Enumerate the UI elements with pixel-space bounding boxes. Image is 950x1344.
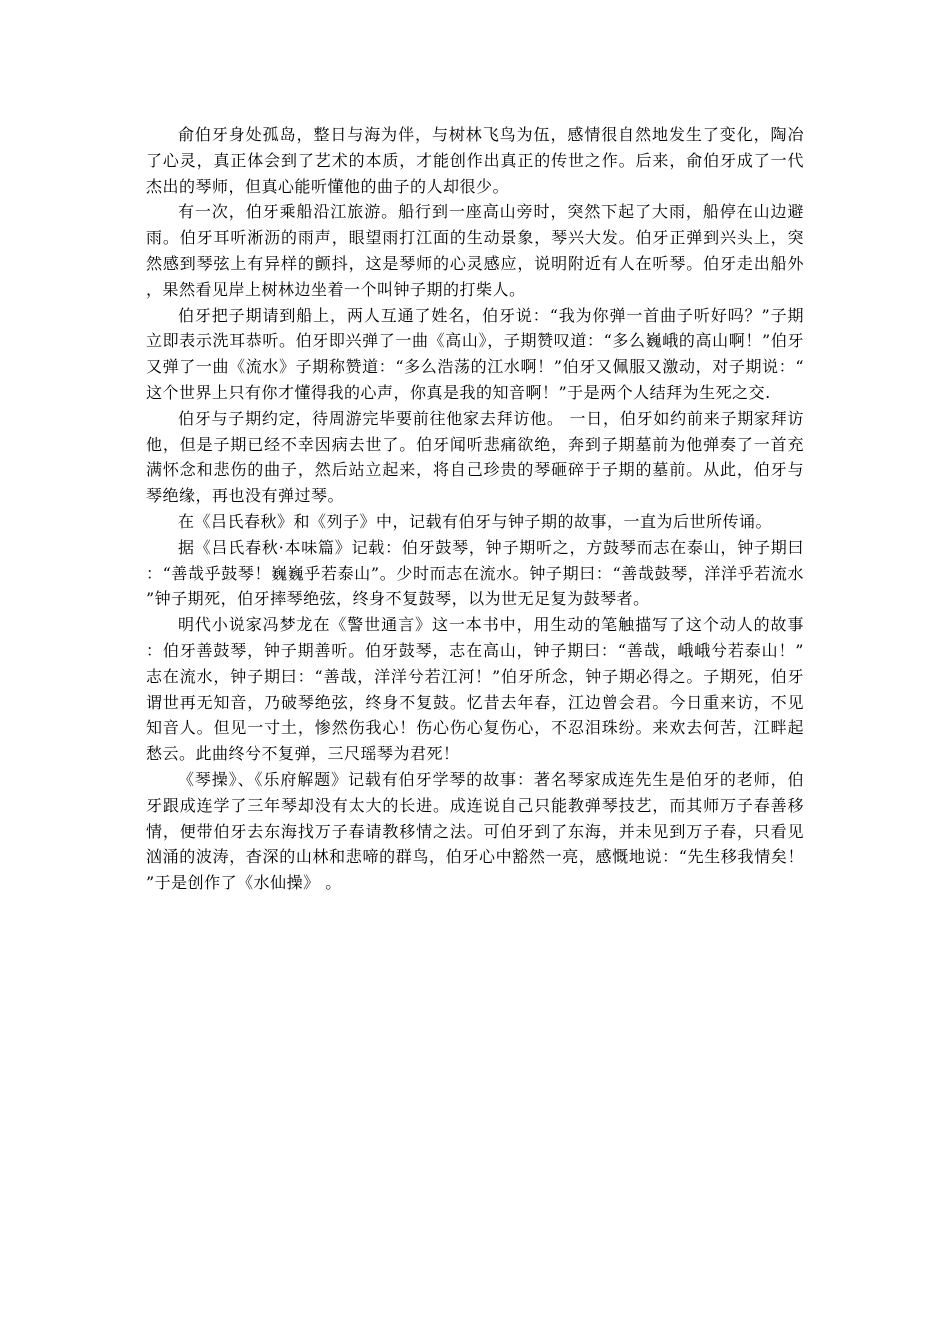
paragraph-7: 明代小说家冯梦龙在《警世通言》这一本书中，用生动的笔触描写了这个动人的故事：伯牙善鼓琴，钟子期善听。伯牙鼓琴，志在高山，钟子期曰：“善哉，峨峨兮若泰山！”志在流水，钟子期曰：“善哉，洋洋兮若江河！”伯牙所念，钟子期必得之。子期死，伯牙谓世再无知音，乃破琴绝弦，终身不复鼓。忆昔去年春，江边曾会君。今日重来访，不见知音人。但见一寸土，惨然伤我心！伤心伤心复伤心，不忍泪珠纷。来欢去何苦，江畔起愁云。此曲终兮不复弹，三尺瑶琴为君死！ [146, 615, 804, 764]
paragraph-4: 伯牙与子期约定，待周游完毕要前往他家去拜访他。 一日，伯牙如约前来子期家拜访他，但是子期已经不幸因病去世了。伯牙闻听悲痛欲绝，奔到子期墓前为他弹奏了一首充满怀念和悲伤的曲子，然后站立起来，将自己珍贵的琴砸碎于子期的墓前。从此，伯牙与琴绝缘，再也没有弹过琴。 [146, 408, 804, 506]
paragraph-1: 俞伯牙身处孤岛，整日与海为伴，与树林飞鸟为伍，感情很自然地发生了变化，陶冶了心灵，真正体会到了艺术的本质，才能创作出真正的传世之作。后来，俞伯牙成了一代杰出的琴师，但真心能听懂他的曲子的人却很少。 [146, 125, 804, 196]
paragraph-8: 《琴操》、《乐府解题》记载有伯牙学琴的故事：著名琴家成连先生是伯牙的老师，伯牙跟成连学了三年琴却没有太大的长进。成连说自己只能教弹琴技艺，而其师万子春善移情，便带伯牙去东海找万子春请教移情之法。可伯牙到了东海，并未见到万子春，只看见汹涌的波涛，杳深的山林和悲啼的群鸟，伯牙心中豁然一亮，感慨地说：“先生移我情矣！”于是创作了《水仙操》 。 [146, 769, 804, 893]
paragraph-2: 有一次，伯牙乘船沿江旅游。船行到一座高山旁时，突然下起了大雨，船停在山边避雨。伯牙耳听淅沥的雨声，眼望雨打江面的生动景象，琴兴大发。伯牙正弹到兴头上，突然感到琴弦上有异样的颤抖，这是琴师的心灵感应，说明附近有人在听琴。伯牙走出船外，果然看见岸上树林边坐着一个叫钟子期的打柴人。 [146, 202, 804, 299]
article-body [146, 122, 804, 896]
paragraph-6: 据《吕氏春秋·本味篇》记载：伯牙鼓琴，钟子期听之，方鼓琴而志在泰山，钟子期曰：“善哉乎鼓琴！巍巍乎若泰山”。少时而志在流水。钟子期曰：“善哉鼓琴，洋洋乎若流水”钟子期死，伯牙摔琴绝弦，终身不复鼓琴，以为世无足复为鼓琴者。 [146, 537, 804, 609]
paragraph-5: 在《吕氏春秋》和《列子》中，记载有伯牙与钟子期的故事，一直为后世所传诵。 [178, 511, 773, 531]
paragraph-3: 伯牙把子期请到船上，两人互通了姓名，伯牙说：“我为你弹一首曲子听好吗？”子期立即表示洗耳恭听。伯牙即兴弹了一曲《高山》，子期赞叹道：“多么巍峨的高山啊！”伯牙又弹了一曲《流水》子期称赞道：“多么浩荡的江水啊！”伯牙又佩服又激动，对子期说：“这个世界上只有你才懂得我的心声，你真是我的知音啊！”于是两个人结拜为生死之交. [146, 305, 804, 402]
